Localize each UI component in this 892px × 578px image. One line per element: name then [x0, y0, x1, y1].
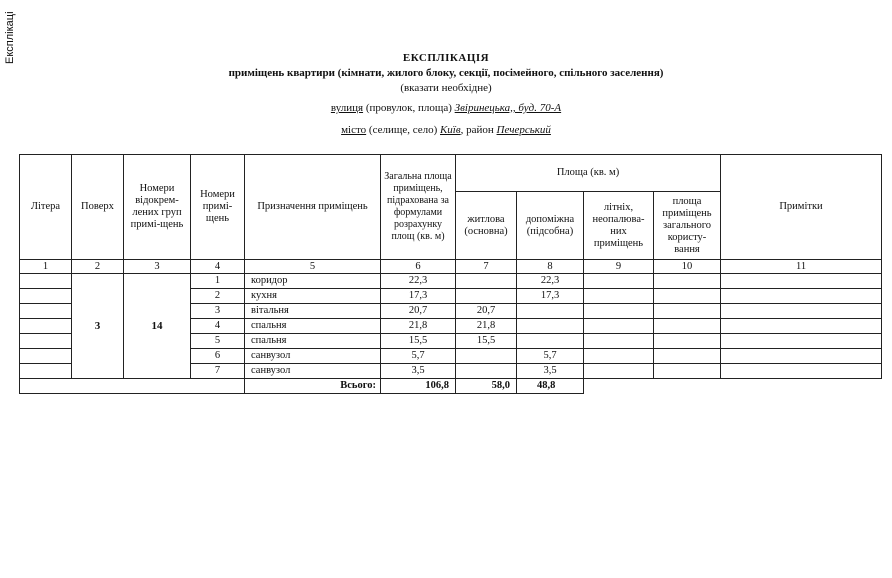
column-number: 4	[191, 260, 245, 274]
room-summer-area	[584, 289, 654, 304]
column-number: 9	[584, 260, 654, 274]
column-number: 1	[20, 260, 72, 274]
room-purpose: кухня	[245, 289, 381, 304]
room-total-area: 17,3	[381, 289, 456, 304]
city-value: Київ	[440, 124, 461, 136]
litera-cell	[20, 364, 72, 379]
floor-cell: 3	[72, 274, 124, 379]
header-poverkh: Поверх	[72, 155, 124, 260]
room-summer-area	[584, 274, 654, 289]
totals-blank	[20, 379, 245, 394]
column-number: 5	[245, 260, 381, 274]
room-living-area	[456, 289, 517, 304]
room-number: 4	[191, 319, 245, 334]
city-middle: (селище, село)	[366, 124, 440, 136]
district-value: Печерський	[496, 124, 551, 136]
litera-cell	[20, 274, 72, 289]
room-total-area: 3,5	[381, 364, 456, 379]
room-summer-area	[584, 319, 654, 334]
room-notes	[721, 304, 882, 319]
room-common-area	[654, 289, 721, 304]
column-number: 10	[654, 260, 721, 274]
litera-cell	[20, 289, 72, 304]
header-total-area: Загальна площа приміщень, підрахована за формулами розрахунку площ (кв. м)	[381, 155, 456, 260]
header-summer: літніх, неопалюва-них приміщень	[584, 192, 654, 260]
room-total-area: 21,8	[381, 319, 456, 334]
room-summer-area	[584, 364, 654, 379]
city-line	[0, 123, 892, 137]
room-total-area: 20,7	[381, 304, 456, 319]
room-purpose: спальня	[245, 334, 381, 349]
column-number: 7	[456, 260, 517, 274]
room-summer-area	[584, 334, 654, 349]
room-purpose: спальня	[245, 319, 381, 334]
totals-label: Всього:	[245, 379, 381, 394]
room-notes	[721, 334, 882, 349]
header-purpose: Призначення приміщень	[245, 155, 381, 260]
room-aux-area	[517, 319, 584, 334]
room-number: 3	[191, 304, 245, 319]
header-living: житлова (основна)	[456, 192, 517, 260]
room-notes	[721, 349, 882, 364]
room-number: 1	[191, 274, 245, 289]
totals-empty	[584, 379, 882, 394]
side-label: Експлікаці	[4, 11, 16, 64]
room-number: 6	[191, 349, 245, 364]
room-number: 5	[191, 334, 245, 349]
district-text: , район	[460, 124, 497, 136]
city-prefix: місто	[341, 124, 367, 136]
header-auxiliary: допоміжна (підсобна)	[517, 192, 584, 260]
room-aux-area: 5,7	[517, 349, 584, 364]
litera-cell	[20, 304, 72, 319]
room-summer-area	[584, 304, 654, 319]
room-total-area: 5,7	[381, 349, 456, 364]
column-number: 8	[517, 260, 584, 274]
room-notes	[721, 319, 882, 334]
room-common-area	[654, 304, 721, 319]
room-common-area	[654, 319, 721, 334]
room-aux-area: 22,3	[517, 274, 584, 289]
room-purpose: санвузол	[245, 349, 381, 364]
room-number: 7	[191, 364, 245, 379]
street-value: Звіринецька,, буд. 70-А	[454, 102, 562, 114]
room-purpose: коридор	[245, 274, 381, 289]
room-notes	[721, 364, 882, 379]
totals-living-area: 58,0	[456, 379, 517, 394]
document-title: ЕКСПЛІКАЦІЯ	[402, 52, 490, 64]
header-common: площа приміщень загального користу-вання	[654, 192, 721, 260]
document-note: (вказати необхідне)	[400, 82, 492, 94]
room-aux-area: 3,5	[517, 364, 584, 379]
header-litera: Літера	[20, 155, 72, 260]
totals-row	[20, 379, 882, 394]
room-summer-area	[584, 349, 654, 364]
explication-table	[19, 154, 882, 394]
column-number: 11	[721, 260, 882, 274]
header-area-group: Площа (кв. м)	[456, 155, 721, 192]
litera-cell	[20, 349, 72, 364]
room-common-area	[654, 274, 721, 289]
room-total-area: 22,3	[381, 274, 456, 289]
room-living-area	[456, 364, 517, 379]
room-aux-area: 17,3	[517, 289, 584, 304]
street-prefix: вулиця	[330, 102, 364, 114]
column-number: 6	[381, 260, 456, 274]
room-living-area	[456, 349, 517, 364]
room-notes	[721, 274, 882, 289]
totals-aux-area: 48,8	[517, 379, 584, 394]
group-cell: 14	[124, 274, 191, 379]
room-notes	[721, 289, 882, 304]
street-middle: (провулок, площа)	[363, 102, 455, 114]
column-number: 3	[124, 260, 191, 274]
document-subtitle: приміщень квартири (кімнати, жилого блоку, секції, посімейного, спільного заселення)	[228, 67, 664, 79]
header-room-numbers: Номери примі-щень	[191, 155, 245, 260]
room-purpose: санвузол	[245, 364, 381, 379]
table-row	[20, 274, 882, 289]
header-group-numbers: Номери відокрем-лених груп примі-щень	[124, 155, 191, 260]
litera-cell	[20, 319, 72, 334]
room-aux-area	[517, 304, 584, 319]
room-total-area: 15,5	[381, 334, 456, 349]
column-number-row	[20, 260, 882, 274]
room-common-area	[654, 349, 721, 364]
room-number: 2	[191, 289, 245, 304]
room-common-area	[654, 364, 721, 379]
column-number: 2	[72, 260, 124, 274]
totals-total-area: 106,8	[381, 379, 456, 394]
street-line	[0, 101, 892, 115]
room-purpose: вітальня	[245, 304, 381, 319]
room-living-area: 20,7	[456, 304, 517, 319]
litera-cell	[20, 334, 72, 349]
room-living-area: 21,8	[456, 319, 517, 334]
room-living-area: 15,5	[456, 334, 517, 349]
room-living-area	[456, 274, 517, 289]
header-notes: Примітки	[721, 155, 882, 260]
room-common-area	[654, 334, 721, 349]
room-aux-area	[517, 334, 584, 349]
